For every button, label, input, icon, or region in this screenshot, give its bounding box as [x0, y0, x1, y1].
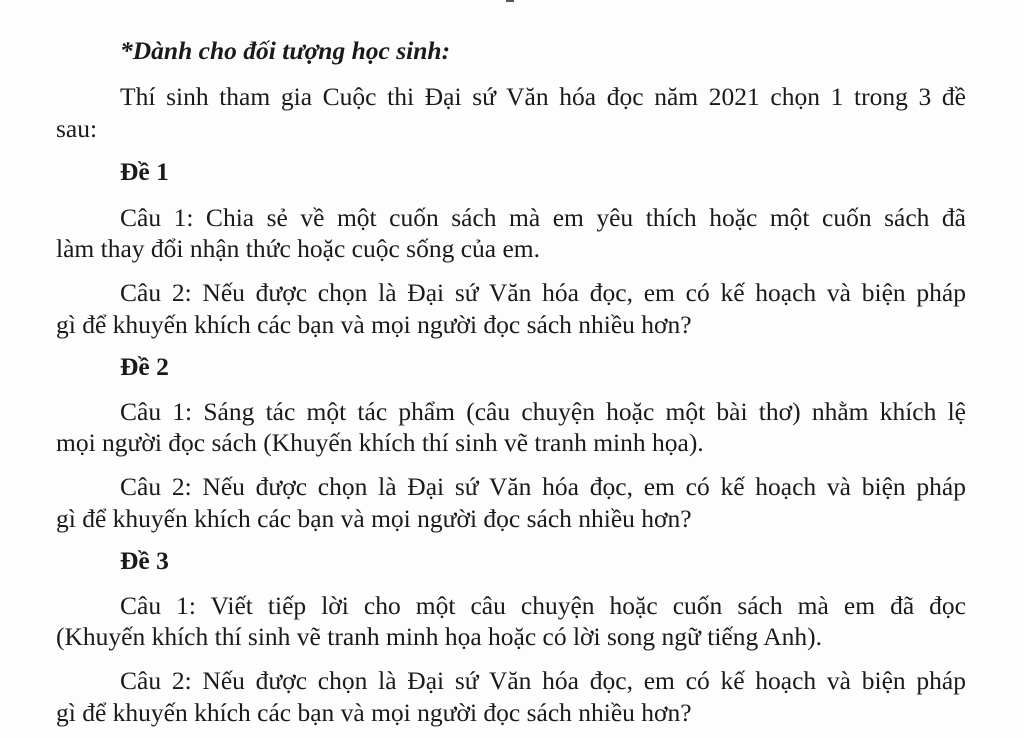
topic-2-q2-line-2: gì để khuyến khích các bạn và mọi người đọc sách nhiều hơn? [56, 504, 692, 533]
intro-line-2: sau: [56, 114, 98, 143]
topic-3-q2-line-1: Câu 2: Nếu được chọn là Đại sứ Văn hóa đọc, em có kế hoạch và biện pháp [120, 666, 966, 695]
topic-3-q2-line-2: gì để khuyến khích các bạn và mọi người đọc sách nhiều hơn? [56, 698, 692, 727]
topic-1-q2-line-1: Câu 2: Nếu được chọn là Đại sứ Văn hóa đọc, em có kế hoạch và biện pháp [120, 278, 966, 307]
topic-2-q1-line-1: Câu 1: Sáng tác một tác phẩm (câu chuyện hoặc một bài thơ) nhằm khích lệ [120, 397, 966, 426]
topic-3-title: Đề 3 [120, 546, 169, 575]
topic-3-q1-line-1: Câu 1: Viết tiếp lời cho một câu chuyện hoặc cuốn sách mà em đã đọc [120, 591, 966, 620]
topic-2-q1-line-2: mọi người đọc sách (Khuyến khích thí sinh vẽ tranh minh họa). [56, 428, 704, 457]
topic-1-q2-line-2: gì để khuyến khích các bạn và mọi người đọc sách nhiều hơn? [56, 310, 692, 339]
topic-1-q1-line-1: Câu 1: Chia sẻ về một cuốn sách mà em yêu thích hoặc một cuốn sách đã [120, 203, 966, 232]
intro-line-1: Thí sinh tham gia Cuộc thi Đại sứ Văn hóa đọc năm 2021 chọn 1 trong 3 đề [120, 82, 966, 111]
cropped-mark [506, 0, 514, 2]
topic-1-q1-line-2: làm thay đổi nhận thức hoặc cuộc sống của em. [56, 234, 541, 263]
topic-2-title: Đề 2 [120, 352, 169, 381]
audience-heading: *Dành cho đối tượng học sinh: [120, 36, 451, 65]
topic-1-title: Đề 1 [120, 157, 169, 186]
topic-3-q1-line-2: (Khuyến khích thí sinh vẽ tranh minh họa hoặc có lời song ngữ tiếng Anh). [56, 622, 822, 651]
topic-2-q2-line-1: Câu 2: Nếu được chọn là Đại sứ Văn hóa đọc, em có kế hoạch và biện pháp [120, 472, 966, 501]
